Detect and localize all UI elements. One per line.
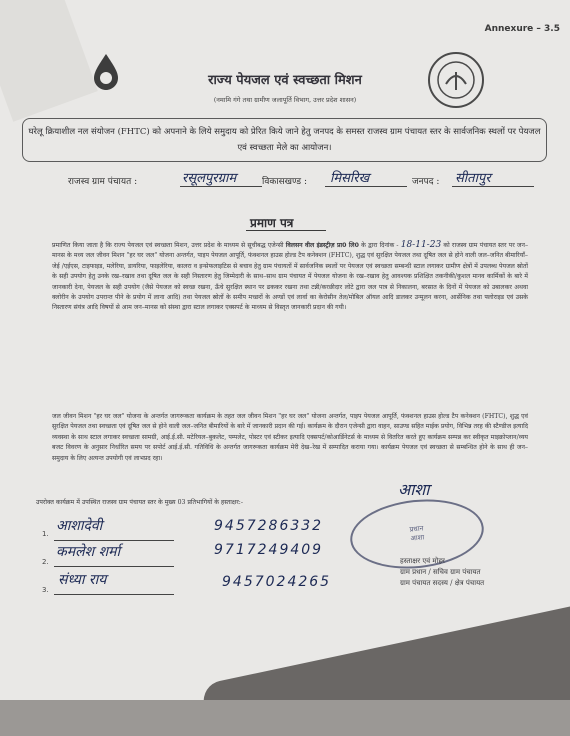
participant-index: 2.: [42, 558, 49, 566]
participant-phone: 9457024265: [222, 574, 332, 590]
block-label: विकासखण्ड :: [262, 177, 308, 187]
certificate-title: प्रमाण पत्र: [250, 216, 294, 230]
page-fold: [0, 0, 98, 122]
signatory-line-3: ग्राम पंचायत सदस्य / क्षेत्र पंचायत: [400, 579, 485, 587]
participant-name: संध्या राय: [58, 572, 107, 588]
jal-jeevan-logo: [88, 52, 124, 92]
participant-index: 3.: [42, 586, 49, 594]
participant-phone: 9717249409: [214, 542, 324, 558]
district-value: सीतापुर: [455, 171, 491, 186]
event-banner: घरेलू क्रियाशील नल संयोजन (FHTC) को अपनाने के लिये समुदाय को प्रेरित किये जाने हेतु जनपद के समस्त राजस्व ग्राम पंचायत स्तर के सार्वजनिक स्थलों पर पेयजल एवं स्वच्छता मेले का आयोजन।: [22, 118, 547, 162]
district-label: जनपद :: [412, 177, 440, 187]
date-label: के द्वारा दिनांक -: [361, 242, 399, 249]
district-line: [452, 186, 534, 187]
stamp-text: प्रधान आशा: [409, 524, 425, 543]
village-label: राजस्व ग्राम पंचायत :: [68, 177, 138, 187]
emblem-icon: [434, 58, 478, 102]
participant-line: [54, 594, 174, 595]
photo-bottom-edge: [0, 700, 570, 736]
block-value: मिसरिख: [330, 171, 370, 186]
village-value: रसूलपुरग्राम: [182, 171, 237, 186]
participant-index: 1.: [42, 530, 49, 538]
agency-name: विलसन वील इंडस्ट्रीज़ प्रा0 लि0: [285, 242, 359, 249]
page-subtitle: (नमामि गंगे तथा ग्रामीण जलापूर्ति विभाग, उत्तर प्रदेश शासन): [213, 96, 357, 104]
paragraph-2: जल जीवन मिशन "हर घर जल" योजना के अन्तर्गत जागरूकता कार्यक्रम के तहत जल जीवन मिशन "हर घर जल" योजना अन्तर्गत, पाइप पेयजल आपूर्ति, फंक्शनल हाउस होल्ड टैप कनेक्शन (FHTC), शुद्ध एवं सुरक्षित पेयजल तथा स्वच्छता एवं दूषित जल से होने वाली जल–जनित बीमारियों के बारे में जानकारी प्रदान की गई। कार्यक्रम के दौरान एजेन्सी द्वारा वाहन, साउण्ड सहित माईक प्रयोग, विभिन्न तरह की स्टैण्डीज इत्यादि व्यवस्था के साथ स्टाल लगाकर स्वच्छता सामग्री, आई.ई.सी. मटेरियल–बुकलेट, पम्पलेट, पोस्टर एवं स्टीकर इत्यादि एक्सपर्ट/कोआर्डिनेटर्स के माध्यम से वितरित करते हुए कार्यक्रम सम्पन्न कर स्वीकृत माइक्रोप्लान/व्यय बजट विवरण के अनुसार निर्धारित समय पर सपोर्ट आई.ई.सी. गतिविधि के अन्तर्गत जागरूकता कार्यक्रम मेरी देख–रेख में सम्पादित कराया गया। कार्यक्रम पेयजल एवं स्वच्छता से सम्बन्धित होने के साथ ही जन–समुदाय के लिए अत्यन्त उपयोगी एवं लाभप्रद रहा।: [52, 413, 528, 462]
para1-body: को राजस्व ग्राम पंचायत स्तर पर जन–मानस के मध्य जल जीवन मिशन "हर घर जल" योजना अन्तर्गत, पाइप पेयजल आपूर्ति, फंक्शनल हाउस होल्ड टैप कनेक्शन (FHTC), शुद्ध एवं सुरक्षित पेयजल तथा दूषित जल से होने वाली जल–जनित बीमारियाँ–जेई /एईएस, टाइफाइड, मलेरिया, डायरिया, फाइलेरिया, कालरा व इन्सेफलाइटिस से बचाव हेतु ग्राम पंचायतों में सार्वजनिक स्थलों पर पेयजल एवं स्वच्छता सम्बन्धी स्टाल लगाकर ग्रामीण क्षेत्रों में उपलब्ध पेयजल स्रोतों के सही उपयोग हेतु उनके रख–रखाव तथा दूषित जल के सही निस्तारण हेतु जिम्मेदारी के साथ–साथ ग्राम पंचायत में पेयजल योजना के रख–रखाव हेतु आवश्यक प्रशिक्षित तकनीकी/कुशल मानव कार्मिकों के बारे में जानकारी देना, पेयजल के सही उपयोग (जैसे पेयजल को स्वच्छ रखना, ऊँचे सुरक्षित स्थान पर ढककर रखना तथा टन्नी/करछीदार लोटे द्वारा जल पात्र से निकालना, बरसात के दिनों में पेयजल को उबालकर अथवा क्लोरीन के उपयोग उपरान्त पीने के प्रयोग में लाना आदि) तथा पेयजल स्रोतों के समीप मच्छरों के अण्डों एवं लार्वा का केरोसीन तेल/मोबिल ऑयल आदि डालकर उन्मूलन करना, आर्सेनिक तथा फ्लोराइड एवं उसके निस्तारण संयंत्र आदि विषयों से आम जन–मानस को संस्था द्वारा स्टाल लगाकर एक्सपर्ट के माध्यम से विस्तृत जानकारी प्रदान की गयी।: [52, 242, 529, 312]
official-signature: आशा: [398, 480, 430, 499]
participant-line: [54, 566, 174, 567]
participant-name: आशादेवी: [56, 518, 103, 534]
para1-lead: प्रमाणित किया जाता है कि राज्य पेयजल एवं स्वच्छता मिशन, उत्तर प्रदेश के माध्यम से सूचीबद्ध एजेन्सी: [52, 242, 284, 249]
participant-phone: 9457286332: [214, 518, 324, 534]
water-drop-icon: [88, 52, 124, 92]
paragraph-1: [52, 240, 528, 314]
signatory-line-1: हस्ताक्षर एवं मोहर: [400, 557, 445, 565]
village-line: [180, 186, 262, 187]
page-title: राज्य पेयजल एवं स्वच्छता मिशन: [208, 73, 362, 88]
certificate-underline: [246, 230, 326, 231]
participant-line: [54, 540, 174, 541]
signatory-block: [400, 556, 484, 589]
annexure-label: Annexure – 3.5: [484, 24, 560, 34]
participant-name: कमलेश शर्मा: [56, 544, 121, 560]
event-date: 18-11-23: [400, 240, 442, 250]
block-line: [325, 186, 407, 187]
up-govt-emblem: [428, 52, 484, 108]
participants-note: उपरोक्त कार्यक्रम में उपस्थित राजस्व ग्राम पंचायत स्तर के मुख्य 03 प्रतिभागियों के हस्ताक्षर:-: [36, 499, 243, 506]
signatory-line-2: ग्राम प्रधान / सचिव ग्राम पंचायत: [400, 568, 481, 576]
